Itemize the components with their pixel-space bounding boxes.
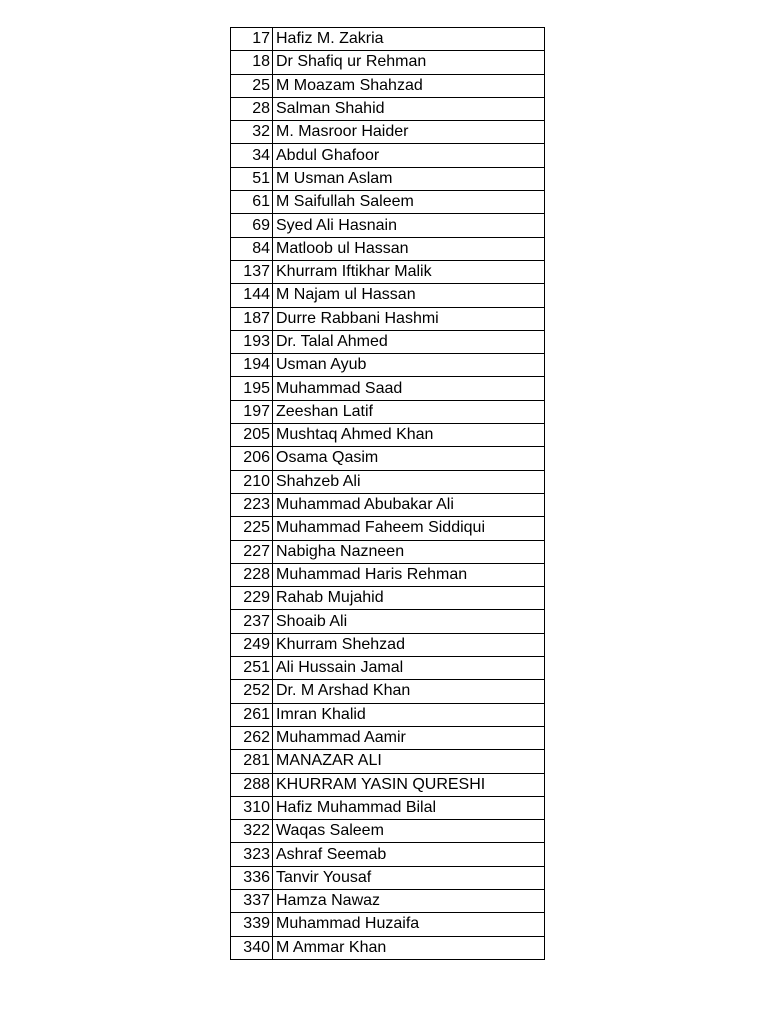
table-row xyxy=(231,680,545,703)
row-name-cell[interactable]: Muhammad Aamir xyxy=(273,726,545,749)
row-number-cell[interactable]: 187 xyxy=(231,307,273,330)
table-row xyxy=(231,237,545,260)
row-number-cell[interactable]: 336 xyxy=(231,866,273,889)
table-row xyxy=(231,610,545,633)
row-name-cell[interactable]: Muhammad Haris Rehman xyxy=(273,563,545,586)
table-row xyxy=(231,447,545,470)
row-name-cell[interactable]: Zeeshan Latif xyxy=(273,400,545,423)
row-number-cell[interactable]: 229 xyxy=(231,587,273,610)
row-number-cell[interactable]: 144 xyxy=(231,284,273,307)
table-row xyxy=(231,28,545,51)
table-row xyxy=(231,773,545,796)
row-number-cell[interactable]: 252 xyxy=(231,680,273,703)
row-number-cell[interactable]: 228 xyxy=(231,563,273,586)
table-row xyxy=(231,726,545,749)
row-number-cell[interactable]: 210 xyxy=(231,470,273,493)
row-name-cell[interactable]: Syed Ali Hasnain xyxy=(273,214,545,237)
row-number-cell[interactable]: 262 xyxy=(231,726,273,749)
row-number-cell[interactable]: 261 xyxy=(231,703,273,726)
row-number-cell[interactable]: 61 xyxy=(231,191,273,214)
table-row xyxy=(231,563,545,586)
row-name-cell[interactable]: Usman Ayub xyxy=(273,354,545,377)
row-number-cell[interactable]: 193 xyxy=(231,330,273,353)
row-number-cell[interactable]: 195 xyxy=(231,377,273,400)
row-name-cell[interactable]: Hafiz Muhammad Bilal xyxy=(273,796,545,819)
row-name-cell[interactable]: M Saifullah Saleem xyxy=(273,191,545,214)
row-number-cell[interactable]: 17 xyxy=(231,28,273,51)
row-name-cell[interactable]: Shoaib Ali xyxy=(273,610,545,633)
row-number-cell[interactable]: 251 xyxy=(231,657,273,680)
row-number-cell[interactable]: 84 xyxy=(231,237,273,260)
row-name-cell[interactable]: Muhammad Faheem Siddiqui xyxy=(273,517,545,540)
row-name-cell[interactable]: MANAZAR ALI xyxy=(273,750,545,773)
row-name-cell[interactable]: Dr. Talal Ahmed xyxy=(273,330,545,353)
row-number-cell[interactable]: 322 xyxy=(231,820,273,843)
row-number-cell[interactable]: 323 xyxy=(231,843,273,866)
row-name-cell[interactable]: Matloob ul Hassan xyxy=(273,237,545,260)
name-list-body xyxy=(231,28,545,960)
table-row xyxy=(231,843,545,866)
table-row xyxy=(231,121,545,144)
table-row xyxy=(231,74,545,97)
table-row xyxy=(231,377,545,400)
row-name-cell[interactable]: Ali Hussain Jamal xyxy=(273,657,545,680)
row-number-cell[interactable]: 340 xyxy=(231,936,273,959)
row-name-cell[interactable]: Nabigha Nazneen xyxy=(273,540,545,563)
row-name-cell[interactable]: Mushtaq Ahmed Khan xyxy=(273,424,545,447)
row-number-cell[interactable]: 281 xyxy=(231,750,273,773)
row-name-cell[interactable]: Dr Shafiq ur Rehman xyxy=(273,51,545,74)
row-name-cell[interactable]: M Usman Aslam xyxy=(273,167,545,190)
table-row xyxy=(231,260,545,283)
table-row xyxy=(231,51,545,74)
row-name-cell[interactable]: Hafiz M. Zakria xyxy=(273,28,545,51)
table-row xyxy=(231,750,545,773)
row-name-cell[interactable]: Tanvir Yousaf xyxy=(273,866,545,889)
table-row xyxy=(231,493,545,516)
table-row xyxy=(231,424,545,447)
table-row xyxy=(231,820,545,843)
row-number-cell[interactable]: 227 xyxy=(231,540,273,563)
row-number-cell[interactable]: 237 xyxy=(231,610,273,633)
row-name-cell[interactable]: Shahzeb Ali xyxy=(273,470,545,493)
row-name-cell[interactable]: Dr. M Arshad Khan xyxy=(273,680,545,703)
row-number-cell[interactable]: 69 xyxy=(231,214,273,237)
table-row xyxy=(231,633,545,656)
row-number-cell[interactable]: 339 xyxy=(231,913,273,936)
row-name-cell[interactable]: Osama Qasim xyxy=(273,447,545,470)
table-row xyxy=(231,214,545,237)
row-name-cell[interactable]: Ashraf Seemab xyxy=(273,843,545,866)
table-row xyxy=(231,400,545,423)
name-list-table xyxy=(230,27,545,960)
row-number-cell[interactable]: 28 xyxy=(231,97,273,120)
table-row xyxy=(231,889,545,912)
row-name-cell[interactable]: Imran Khalid xyxy=(273,703,545,726)
table-row xyxy=(231,284,545,307)
table-row xyxy=(231,470,545,493)
table-row xyxy=(231,167,545,190)
table-row xyxy=(231,540,545,563)
row-number-cell[interactable]: 205 xyxy=(231,424,273,447)
row-name-cell[interactable]: Khurram Shehzad xyxy=(273,633,545,656)
row-name-cell[interactable]: M Najam ul Hassan xyxy=(273,284,545,307)
row-name-cell[interactable]: Abdul Ghafoor xyxy=(273,144,545,167)
row-name-cell[interactable]: Waqas Saleem xyxy=(273,820,545,843)
table-row xyxy=(231,936,545,959)
row-number-cell[interactable]: 137 xyxy=(231,260,273,283)
row-name-cell[interactable]: Rahab Mujahid xyxy=(273,587,545,610)
row-number-cell[interactable]: 32 xyxy=(231,121,273,144)
row-number-cell[interactable]: 34 xyxy=(231,144,273,167)
table-row xyxy=(231,330,545,353)
row-name-cell[interactable]: Durre Rabbani Hashmi xyxy=(273,307,545,330)
table-row xyxy=(231,191,545,214)
row-name-cell[interactable]: M Ammar Khan xyxy=(273,936,545,959)
row-number-cell[interactable]: 194 xyxy=(231,354,273,377)
row-name-cell[interactable]: Muhammad Abubakar Ali xyxy=(273,493,545,516)
row-number-cell[interactable]: 310 xyxy=(231,796,273,819)
table-row xyxy=(231,913,545,936)
row-number-cell[interactable]: 197 xyxy=(231,400,273,423)
row-name-cell[interactable]: Khurram Iftikhar Malik xyxy=(273,260,545,283)
table-row xyxy=(231,657,545,680)
row-number-cell[interactable]: 249 xyxy=(231,633,273,656)
row-name-cell[interactable]: KHURRAM YASIN QURESHI xyxy=(273,773,545,796)
table-row xyxy=(231,97,545,120)
table-row xyxy=(231,796,545,819)
row-number-cell[interactable]: 225 xyxy=(231,517,273,540)
row-number-cell[interactable]: 337 xyxy=(231,889,273,912)
row-name-cell[interactable]: M. Masroor Haider xyxy=(273,121,545,144)
table-row xyxy=(231,307,545,330)
table-row xyxy=(231,144,545,167)
table-row xyxy=(231,354,545,377)
table-row xyxy=(231,517,545,540)
table-row xyxy=(231,703,545,726)
row-number-cell[interactable]: 288 xyxy=(231,773,273,796)
table-row xyxy=(231,866,545,889)
row-number-cell[interactable]: 25 xyxy=(231,74,273,97)
row-number-cell[interactable]: 223 xyxy=(231,493,273,516)
row-name-cell[interactable]: M Moazam Shahzad xyxy=(273,74,545,97)
row-number-cell[interactable]: 51 xyxy=(231,167,273,190)
table-row xyxy=(231,587,545,610)
row-number-cell[interactable]: 206 xyxy=(231,447,273,470)
row-name-cell[interactable]: Salman Shahid xyxy=(273,97,545,120)
row-name-cell[interactable]: Muhammad Huzaifa xyxy=(273,913,545,936)
row-name-cell[interactable]: Muhammad Saad xyxy=(273,377,545,400)
row-number-cell[interactable]: 18 xyxy=(231,51,273,74)
row-name-cell[interactable]: Hamza Nawaz xyxy=(273,889,545,912)
